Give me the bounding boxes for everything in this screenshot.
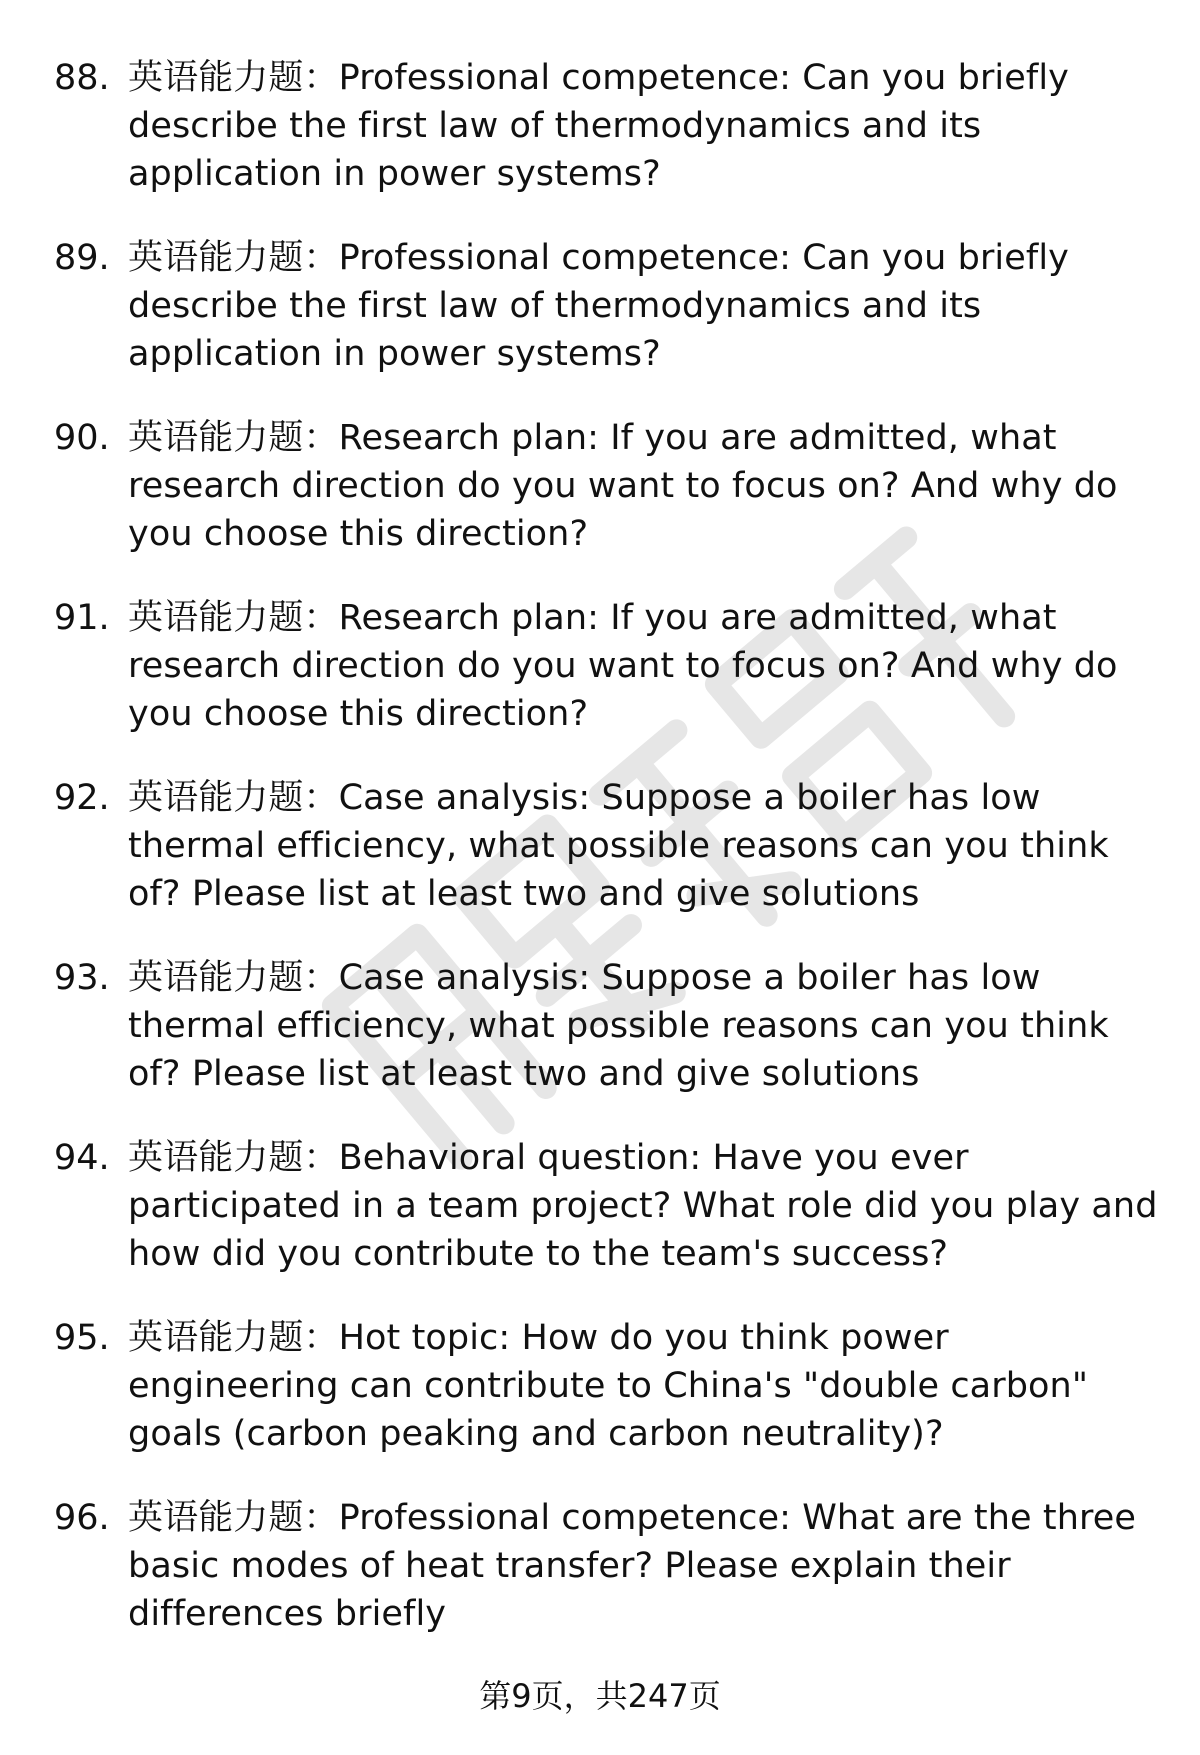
question-item: [0, 774, 1200, 954]
question-number: 95.: [54, 1318, 110, 1358]
question-item: [0, 1494, 1200, 1674]
question-list: [0, 54, 1200, 1674]
question-item: [0, 954, 1200, 1134]
question-number: 96.: [54, 1498, 110, 1538]
question-text: 英语能力题：Professional competence: What are the three basic modes of heat transfer? Please explain their differences briefly: [128, 1498, 1136, 1634]
question-item: [0, 594, 1200, 774]
question-item: [0, 1314, 1200, 1494]
question-number: 91.: [54, 598, 110, 638]
question-text: 英语能力题：Professional competence: Can you briefly describe the first law of thermodynamics and its application in power systems?: [128, 238, 1069, 374]
question-number: 89.: [54, 238, 110, 278]
question-text: 英语能力题：Research plan: If you are admitted, what research direction do you want to focus on? And why do you choose this direction?: [128, 598, 1118, 734]
question-number: 90.: [54, 418, 110, 458]
question-text: 英语能力题：Behavioral question: Have you ever participated in a team project? What role did you play and how did you contribute to the team's success?: [128, 1138, 1158, 1274]
question-number: 92.: [54, 778, 110, 818]
question-text: 英语能力题：Case analysis: Suppose a boiler has low thermal efficiency, what possible reasons can you think of? Please list at least two and give solutions: [128, 958, 1109, 1094]
question-text: 英语能力题：Professional competence: Can you briefly describe the first law of thermodynamics and its application in power systems?: [128, 58, 1069, 194]
page-footer: 第9页，共247页: [479, 1677, 721, 1715]
question-item: [0, 1134, 1200, 1314]
question-item: [0, 414, 1200, 594]
question-text: 英语能力题：Hot topic: How do you think power engineering can contribute to China's "double carbon" goals (carbon peaking and carbon neutrality)?: [128, 1318, 1089, 1454]
question-number: 93.: [54, 958, 110, 998]
question-item: [0, 234, 1200, 414]
question-number: 88.: [54, 58, 110, 98]
question-number: 94.: [54, 1138, 110, 1178]
question-text: 英语能力题：Case analysis: Suppose a boiler has low thermal efficiency, what possible reasons can you think of? Please list at least two and give solutions: [128, 778, 1109, 914]
question-text: 英语能力题：Research plan: If you are admitted, what research direction do you want to focus on? And why do you choose this direction?: [128, 418, 1118, 554]
question-item: [0, 54, 1200, 234]
